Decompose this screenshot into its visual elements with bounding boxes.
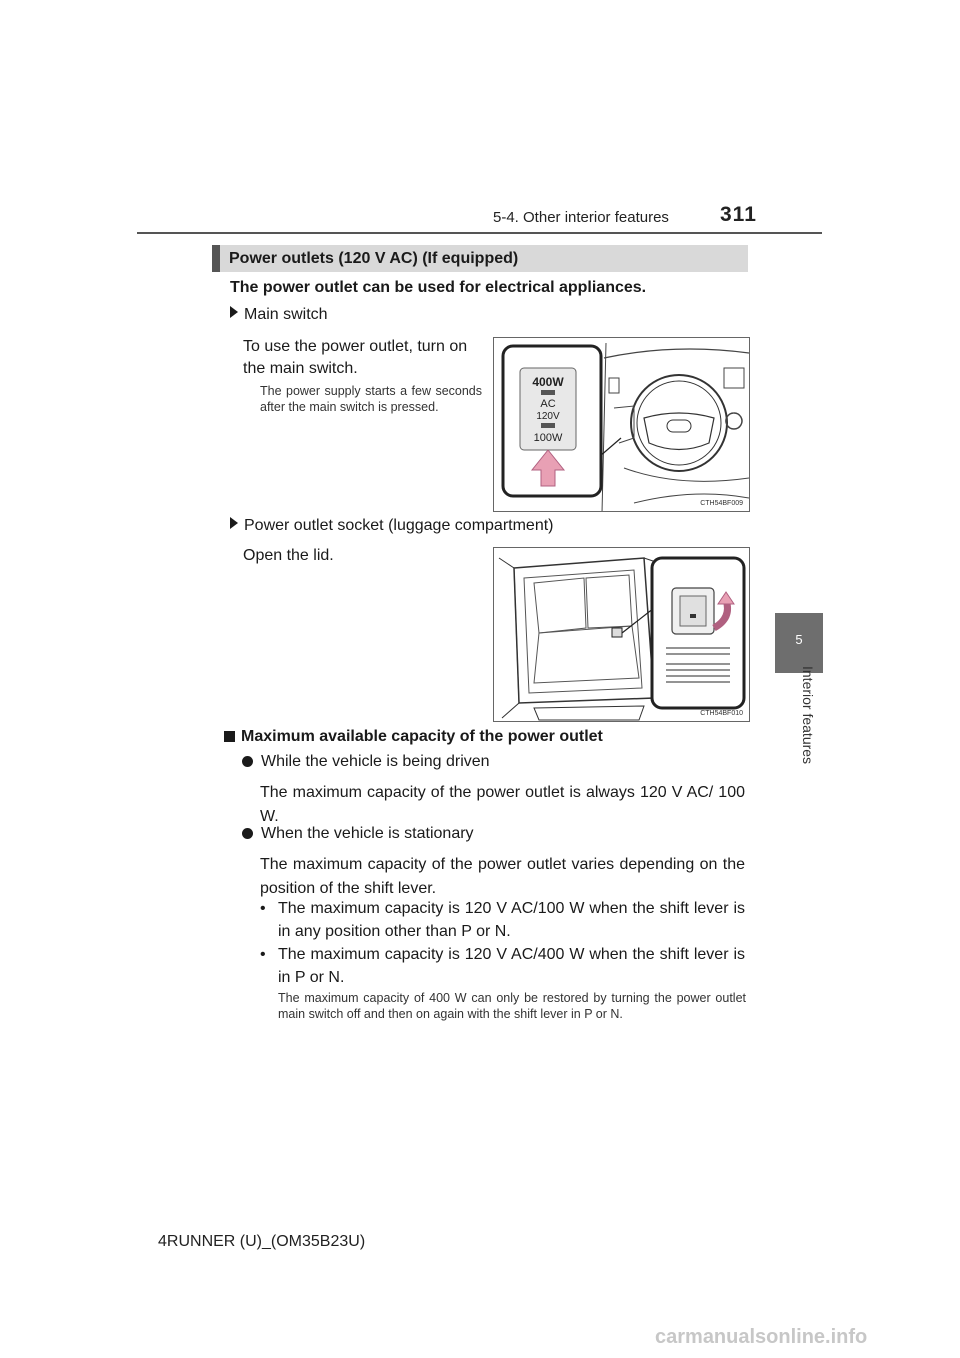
chapter-tab: 5 [775,613,823,673]
chapter-label [761,666,841,782]
main-switch-text: To use the power outlet, turn on the main switch. [243,338,468,377]
list-item-text: The maximum capacity is 120 V AC/100 W when the shift lever is in any position other than P or N. [278,900,745,940]
list-item [260,943,745,989]
switch-label-400w: 400W [532,375,564,389]
switch-label-120v: 120V [536,411,560,422]
section-title: Power outlets (120 V AC) (If equipped) [212,245,748,272]
section-header: 5-4. Other interior features [493,209,669,226]
figure-code: CTH54BF009 [700,500,743,507]
socket-figure [493,547,750,722]
round-bullet-icon [242,756,253,767]
capacity-heading [224,728,603,746]
capacity-heading-text: Maximum available capacity of the power outlet [241,728,603,745]
switch-label-ac: AC [540,398,556,410]
footer-model-code: 4RUNNER (U)_(OM35B23U) [158,1233,366,1250]
main-switch-figure [493,337,750,512]
bullet-dot-icon: • [260,900,266,917]
stationary-text: The maximum capacity of the power outlet varies depending on the position of the shift lever. [260,856,745,897]
luggage-compartment-illustration [494,548,750,722]
socket-heading [230,517,553,535]
stationary-heading-text: When the vehicle is stationary [261,825,474,842]
driving-text: The maximum capacity of the power outlet is always 120 V AC/ 100 W. [260,784,745,825]
dashboard-illustration [494,338,750,512]
header-rule [137,232,822,234]
main-switch-note: The power supply starts a few seconds after the main switch is pressed. [260,384,482,414]
main-switch-heading-text: Main switch [244,306,328,323]
driving-heading [242,753,490,771]
watermark: carmanualsonline.info [655,1326,868,1348]
driving-heading-text: While the vehicle is being driven [261,753,490,770]
figure-code: CTH54BF010 [700,710,743,717]
socket-heading-text: Power outlet socket (luggage compartment) [244,517,554,534]
page-number: 311 [720,203,757,226]
stationary-heading [242,825,474,843]
capacity-note: The maximum capacity of 400 W can only be restored by turning the power outlet main switch off and then on again with the shift lever in P or N. [278,991,746,1021]
switch-label-100w: 100W [533,432,563,444]
square-bullet-icon [224,731,235,742]
chapter-label-text: Interior features [800,666,816,765]
socket-text: Open the lid. [243,547,334,564]
main-switch-heading [230,306,328,324]
bullet-dot-icon: • [260,946,266,963]
triangle-bullet-icon [230,517,238,529]
list-item-text: The maximum capacity is 120 V AC/400 W when the shift lever is in P or N. [278,946,745,986]
triangle-bullet-icon [230,306,238,318]
intro-text: The power outlet can be used for electrical appliances. [230,279,647,296]
round-bullet-icon [242,828,253,839]
list-item [260,897,745,943]
